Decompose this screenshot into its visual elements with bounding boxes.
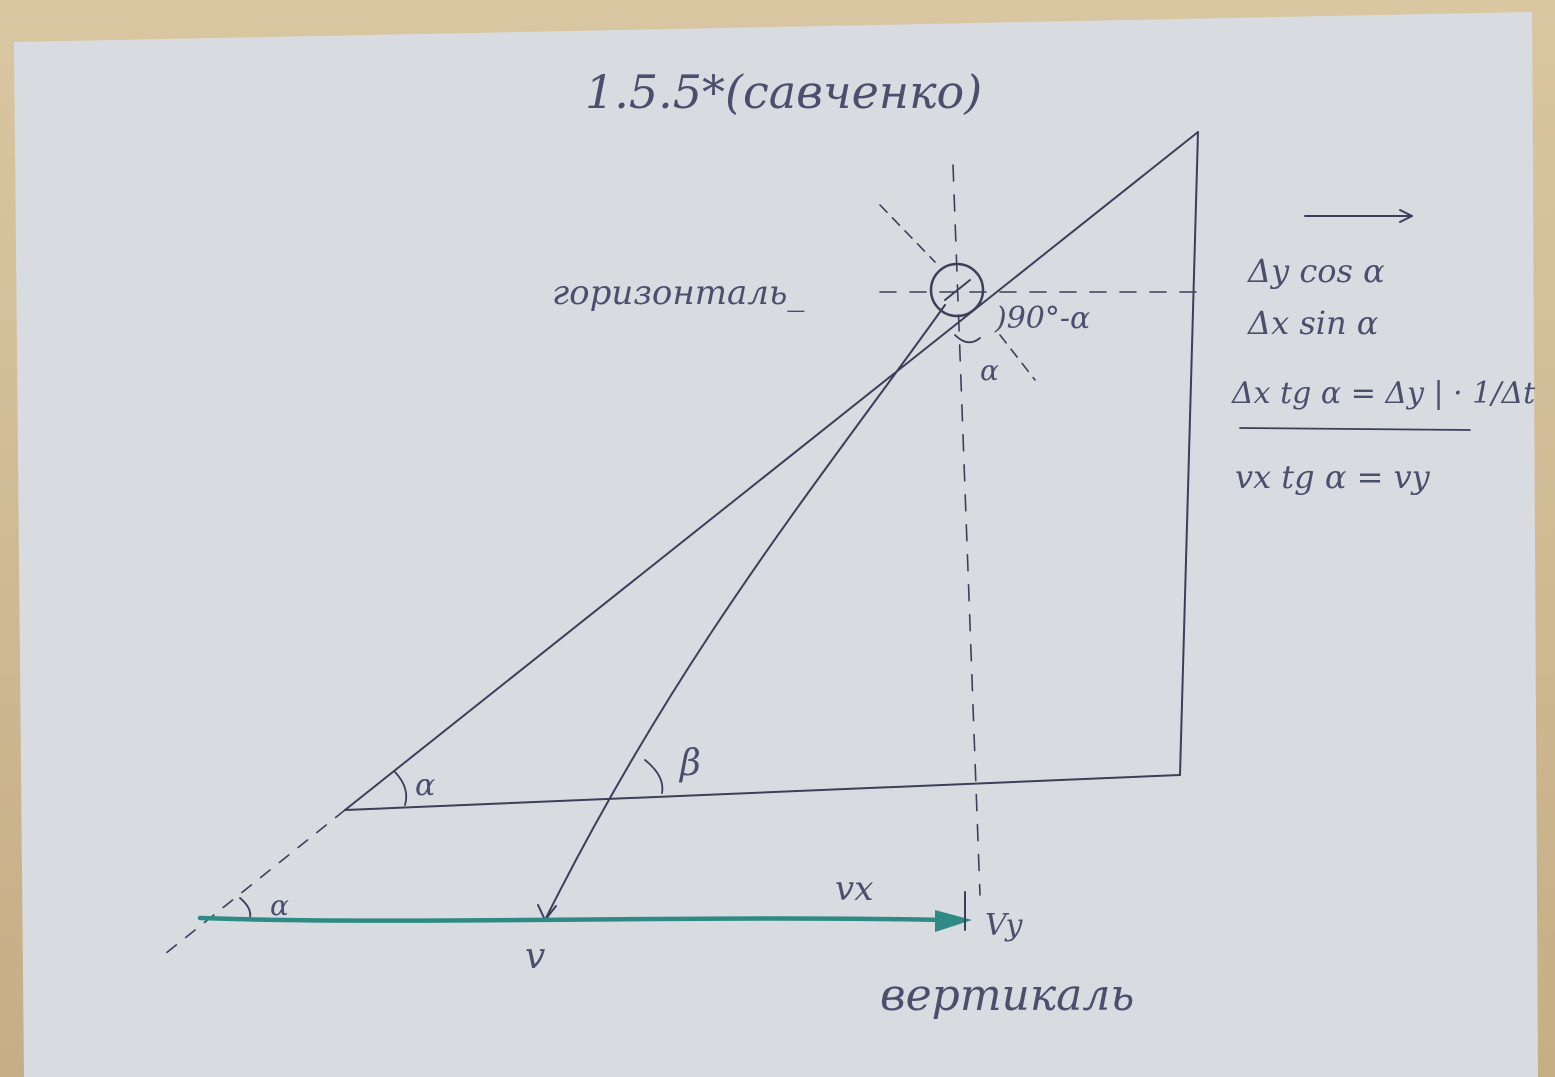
alpha-top-label: α: [980, 354, 999, 387]
alpha-left-label: α: [415, 768, 436, 803]
equation-3: Δx tg α = Δy | · 1/Δt: [1232, 376, 1536, 411]
alpha-bottom-label: α: [270, 889, 289, 922]
beta-label: β: [680, 743, 701, 784]
horizontal-label: горизонталь_: [552, 273, 805, 313]
equation-2: Δx sin α: [1248, 304, 1379, 342]
page-title: 1.5.5*(савченко): [585, 65, 983, 119]
angle-90-minus-alpha-label: )90°-α: [995, 301, 1091, 336]
vx-label: vx: [835, 869, 874, 909]
vy-label: Vy: [985, 908, 1023, 943]
vertical-label: вертикаль: [880, 970, 1135, 1021]
equation-4: vx tg α = vy: [1235, 458, 1430, 496]
velocity-vector: [200, 918, 945, 921]
equation-1: Δy cos α: [1248, 252, 1385, 290]
v-label: v: [525, 936, 546, 977]
